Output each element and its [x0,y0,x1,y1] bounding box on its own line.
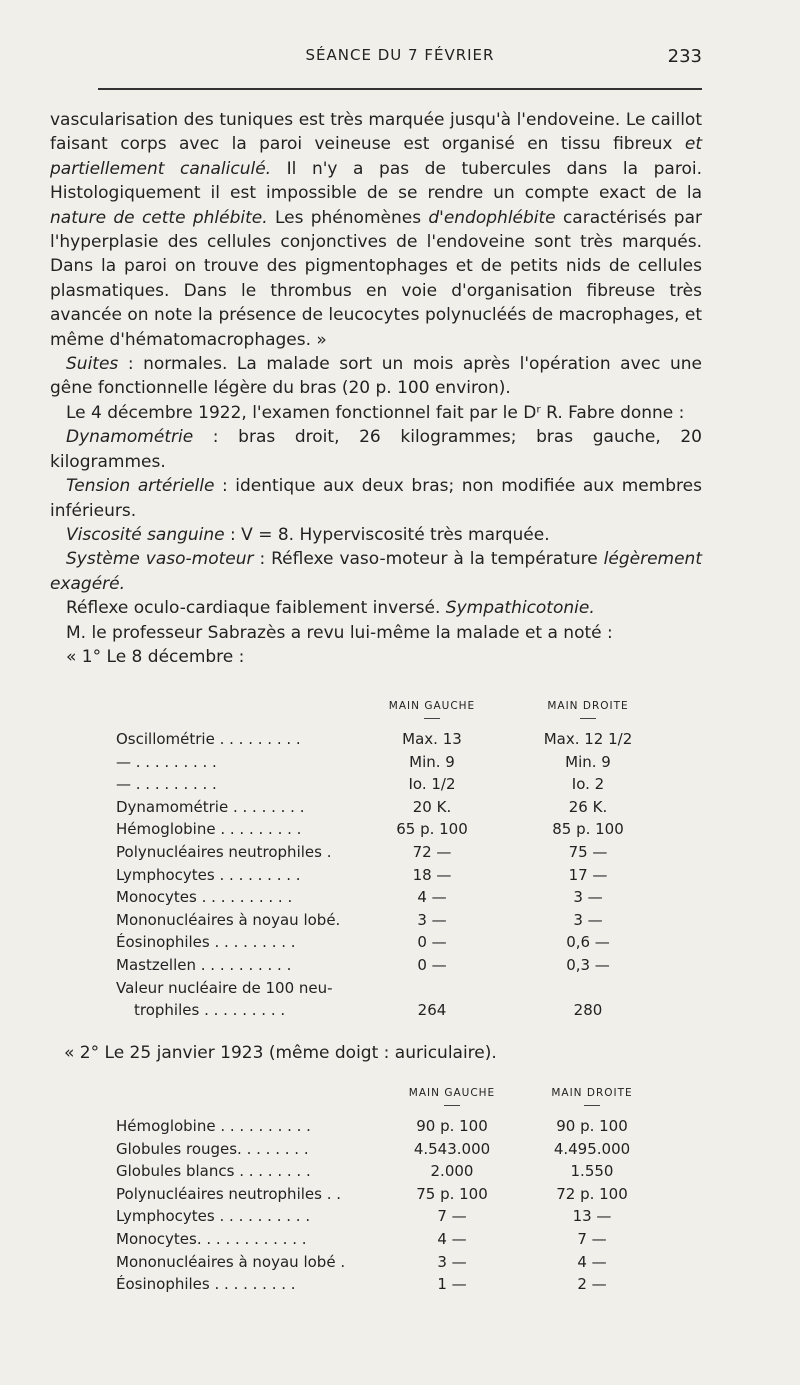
value-main-gauche: Max. 13 [402,730,462,748]
row-label: Valeur nucléaire de 100 neu- [116,978,333,997]
table-row [0,1275,800,1298]
row-label: Globules blancs . . . . . . . . [116,1162,311,1181]
text-run: Il n'y a pas de tubercules dans la paroi. Histologiquement il est impossible de se rendre un compte exact de la [50,158,702,204]
text-run: vascularisation des tuniques est très marquée jusqu'à l'endoveine. Le caillot faisant corps avec la paroi veineuse est organisé en tissu fibreux [50,110,702,155]
italic-text: Sympathicotonie. [445,598,595,619]
header-dash [580,718,596,719]
table-row [0,820,800,843]
page-header [0,46,800,76]
value-main-droite: 2 — [577,1275,607,1294]
text-run: : identique aux deux bras; non modifiée aux membres inférieurs. [50,476,702,521]
text-run: : Réflexe vaso-moteur à la température [253,549,604,570]
row-label: Mastzellen . . . . . . . . . . [116,955,292,974]
table-25-janvier [0,1087,800,1298]
value-main-droite: 90 p. 100 [556,1117,628,1135]
table-row [0,1185,800,1208]
paragraph [50,596,702,620]
row-label: Mononucléaires à noyau lobé . [116,1252,346,1271]
value-main-droite: 0,3 — [566,955,610,974]
italic-text: et partiellement canaliculé. [50,134,702,179]
value-main-gauche: 1 — [437,1275,467,1294]
value-main-gauche: 0 — [417,933,447,952]
value-main-droite: 1.550 [570,1162,614,1181]
row-label: Mononucléaires à noyau lobé. [116,910,341,929]
value-main-droite: 280 [573,1001,603,1020]
header-dash [424,718,440,719]
value-main-gauche: 4 — [417,888,447,907]
header-rule [98,88,702,90]
value-main-droite: 72 p. 100 [556,1184,628,1203]
row-label: Globules rouges. . . . . . . . [116,1139,309,1158]
paragraph [50,645,702,669]
running-title: SÉANCE DU 7 FÉVRIER [305,46,495,64]
paragraph [50,108,702,352]
row-label: Dynamométrie . . . . . . . . [116,797,305,816]
row-label: Lymphocytes . . . . . . . . . [116,865,301,884]
value-main-droite: 4.495.000 [553,1139,631,1158]
value-main-droite: 3 — [573,888,603,907]
value-main-droite: 85 p. 100 [552,820,624,839]
paragraph [50,523,702,547]
table-row [0,1140,800,1163]
row-label: Monocytes . . . . . . . . . . [116,888,293,907]
paragraph [50,425,702,474]
row-label: Lymphocytes . . . . . . . . . . [116,1207,311,1226]
paragraph [50,352,702,401]
table-row [0,979,800,1002]
table-row [0,730,800,753]
italic-text: nature de cette phlébite. [50,207,268,228]
table-row [0,1001,800,1024]
table-row [0,1230,800,1253]
header-main-droite: MAIN DROITE [551,1087,633,1099]
value-main-gauche: 4 — [437,1229,467,1248]
value-main-gauche: 3 — [437,1252,467,1271]
value-main-droite: 4 — [577,1252,607,1271]
header-main-gauche: MAIN GAUCHE [408,1087,496,1099]
row-label: Oscillométrie . . . . . . . . . [116,730,301,748]
column-headers [0,700,800,730]
body-text [50,108,702,669]
table-row [0,866,800,889]
paragraph [50,401,702,425]
row-label: — . . . . . . . . . [116,775,217,794]
value-main-droite: 17 — [568,865,608,884]
text-run: Réflexe oculo-cardiaque faiblement inversé. [66,598,446,619]
text-run: M. le professeur Sabrazès a revu lui-même la malade et a noté : [66,622,613,643]
text-run: : V = 8. Hyperviscosité très marquée. [224,524,550,545]
row-label: Hémoglobine . . . . . . . . . . [116,1117,311,1135]
value-main-gauche: 90 p. 100 [416,1117,488,1135]
text-run: « 1° Le 8 décembre : [66,646,245,667]
value-main-droite: Io. 2 [571,775,605,794]
table-row [0,911,800,934]
text-run: : normales. La malade sort un mois après l'opération avec une gêne fonctionnelle légère du bras (20 p. 100 environ). [50,354,702,399]
table-row [0,843,800,866]
value-main-droite: Min. 9 [565,752,611,771]
value-main-gauche: 20 K. [412,797,452,816]
value-main-gauche: 264 [417,1001,447,1020]
table-8-decembre [0,700,800,1024]
value-main-gauche: 75 p. 100 [416,1184,488,1203]
value-main-droite: 75 — [568,842,608,861]
text-run: Le 4 décembre 1922, l'examen fonctionnel fait par le Dʳ R. Fabre donne : [66,402,685,423]
value-main-gauche: 0 — [417,955,447,974]
italic-text: d'endophlébite [428,207,556,228]
paragraph [50,547,702,596]
row-label: Éosinophiles . . . . . . . . . [116,933,296,952]
value-main-gauche: 3 — [417,910,447,929]
paragraph [50,474,702,523]
table-row [0,888,800,911]
italic-text: Viscosité sanguine [66,524,225,545]
text-run: caractérisés par l'hyperplasie des cellules conjonctives de l'endoveine sont très marqués. Dans la paroi on trouve des pigmentophages et de petits nids de cellules plasmatiques. Dans le thrombus en voie d'organisation fibreuse très avancée on note la présence de leucocytes polynucléés de macrophages, et même d'hématomacrophages. » [50,207,702,350]
italic-text: légèrement exagéré. [50,549,702,594]
paragraph [50,621,702,645]
header-dash [584,1105,600,1106]
table-row [0,1207,800,1230]
column-headers [0,1087,800,1117]
value-main-gauche: 18 — [412,865,452,884]
value-main-gauche: 2.000 [430,1162,474,1181]
table-row [0,1253,800,1276]
table-row [0,933,800,956]
value-main-gauche: 72 — [412,842,452,861]
table-row [0,1162,800,1185]
header-dash [444,1105,460,1106]
header-main-gauche: MAIN GAUCHE [388,700,476,712]
value-main-gauche: 65 p. 100 [396,820,468,839]
table-row [0,775,800,798]
value-main-gauche: 4.543.000 [413,1139,491,1158]
value-main-droite: 26 K. [568,797,608,816]
table-row [0,1117,800,1140]
page-number: 233 [667,46,702,67]
table-row [0,798,800,821]
value-main-droite: 3 — [573,910,603,929]
row-label: — . . . . . . . . . [116,752,217,771]
italic-text: Tension artérielle [66,476,215,497]
text-run: : bras droit, 26 kilogrammes; bras gauche, 20 kilogrammes. [50,427,702,472]
value-main-droite: 7 — [577,1229,607,1248]
italic-text: Suites [66,354,119,375]
value-main-droite: 0,6 — [566,933,610,952]
row-label: trophiles . . . . . . . . . [134,1001,286,1020]
row-label: Monocytes. . . . . . . . . . . . [116,1229,307,1248]
row-label: Polynucléaires neutrophiles . . [116,1184,342,1203]
table-row [0,753,800,776]
row-label: Polynucléaires neutrophiles . [116,842,332,861]
row-label: Éosinophiles . . . . . . . . . [116,1275,296,1294]
value-main-gauche: Min. 9 [409,752,455,771]
value-main-droite: Max. 12 1/2 [543,730,633,748]
text-run: Les phénomènes [267,207,429,228]
italic-text: Dynamométrie [66,427,194,448]
row-label: Hémoglobine . . . . . . . . . [116,820,302,839]
header-main-droite: MAIN DROITE [547,700,629,712]
value-main-gauche: 7 — [437,1207,467,1226]
value-main-droite: 13 — [572,1207,612,1226]
table-row [0,956,800,979]
section-2-text: « 2° Le 25 janvier 1923 (même doigt : auriculaire). [64,1043,497,1063]
italic-text: Système vaso-moteur [66,549,254,570]
value-main-gauche: Io. 1/2 [408,775,456,794]
